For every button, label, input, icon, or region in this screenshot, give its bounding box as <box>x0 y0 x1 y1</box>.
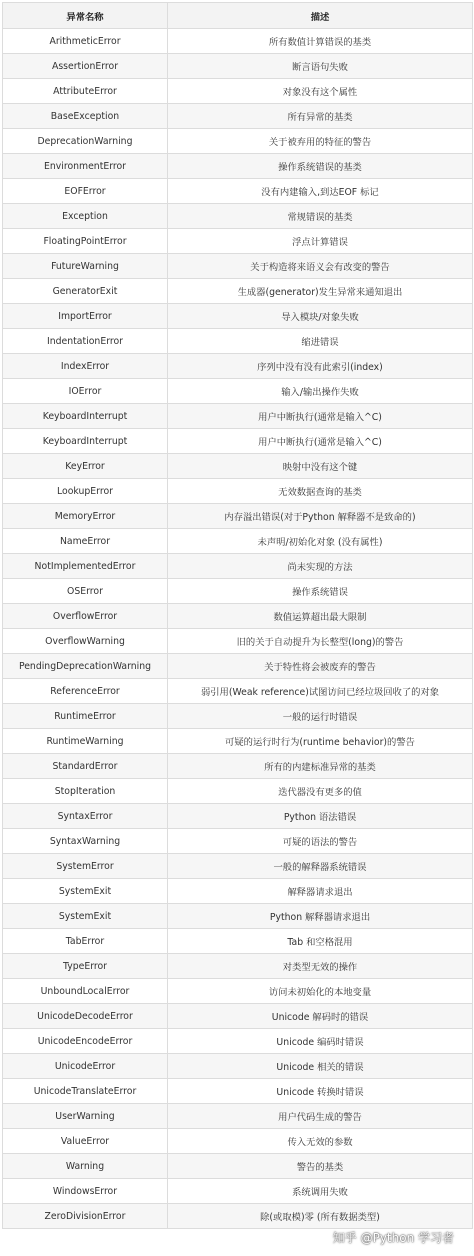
description-cell: 无效数据查询的基类 <box>168 479 473 504</box>
description-cell: 警告的基类 <box>168 1154 473 1179</box>
description-cell: 常规错误的基类 <box>168 204 473 229</box>
table-row <box>3 254 473 279</box>
exception-name-cell: UnicodeEncodeError <box>3 1029 168 1054</box>
exception-name-cell: SyntaxError <box>3 804 168 829</box>
description-cell: 迭代器没有更多的值 <box>168 779 473 804</box>
table-row <box>3 729 473 754</box>
table-row <box>3 754 473 779</box>
table-row <box>3 1129 473 1154</box>
exception-name-cell: UnicodeTranslateError <box>3 1079 168 1104</box>
table-row <box>3 654 473 679</box>
table-row <box>3 379 473 404</box>
exception-name-cell: ZeroDivisionError <box>3 1204 168 1229</box>
table-row <box>3 504 473 529</box>
description-cell: 用户中断执行(通常是输入^C) <box>168 429 473 454</box>
table-row <box>3 54 473 79</box>
exception-name-cell: SyntaxWarning <box>3 829 168 854</box>
table-row <box>3 1154 473 1179</box>
table-row <box>3 329 473 354</box>
description-cell: 对象没有这个属性 <box>168 79 473 104</box>
description-cell: 用户中断执行(通常是输入^C) <box>168 404 473 429</box>
exception-name-cell: PendingDeprecationWarning <box>3 654 168 679</box>
table-row <box>3 554 473 579</box>
watermark: 知乎 @Python 学习者 <box>332 1231 454 1245</box>
table-row <box>3 829 473 854</box>
table-row <box>3 229 473 254</box>
exception-name-cell: NameError <box>3 529 168 554</box>
table-row <box>3 1004 473 1029</box>
header-row <box>3 3 473 29</box>
header-exception-name: 异常名称 <box>3 3 168 29</box>
exception-name-cell: GeneratorExit <box>3 279 168 304</box>
exception-name-cell: LookupError <box>3 479 168 504</box>
exception-name-cell: UserWarning <box>3 1104 168 1129</box>
description-cell: Unicode 解码时的错误 <box>168 1004 473 1029</box>
description-cell: 对类型无效的操作 <box>168 954 473 979</box>
description-cell: 断言语句失败 <box>168 54 473 79</box>
table-row <box>3 1104 473 1129</box>
exception-name-cell: DeprecationWarning <box>3 129 168 154</box>
exception-name-cell: FutureWarning <box>3 254 168 279</box>
table-row <box>3 429 473 454</box>
exception-name-cell: UnboundLocalError <box>3 979 168 1004</box>
description-cell: 除(或取模)零 (所有数据类型) <box>168 1204 473 1229</box>
exception-name-cell: FloatingPointError <box>3 229 168 254</box>
description-cell: 所有数值计算错误的基类 <box>168 29 473 54</box>
table-row <box>3 779 473 804</box>
table-row <box>3 154 473 179</box>
table-row <box>3 879 473 904</box>
table-row <box>3 279 473 304</box>
table-row <box>3 1179 473 1204</box>
table-row <box>3 579 473 604</box>
table-row <box>3 179 473 204</box>
exception-name-cell: EOFError <box>3 179 168 204</box>
table-row <box>3 29 473 54</box>
exception-name-cell: TabError <box>3 929 168 954</box>
description-cell: 一般的运行时错误 <box>168 704 473 729</box>
table-row <box>3 1029 473 1054</box>
table-row <box>3 629 473 654</box>
exception-name-cell: TypeError <box>3 954 168 979</box>
description-cell: 关于被弃用的特征的警告 <box>168 129 473 154</box>
table-row <box>3 129 473 154</box>
header-description: 描述 <box>168 3 473 29</box>
exception-name-cell: ReferenceError <box>3 679 168 704</box>
exception-name-cell: IndentationError <box>3 329 168 354</box>
description-cell: 弱引用(Weak reference)试图访问已经垃圾回收了的对象 <box>168 679 473 704</box>
table-row <box>3 929 473 954</box>
exception-name-cell: OverflowWarning <box>3 629 168 654</box>
description-cell: 一般的解释器系统错误 <box>168 854 473 879</box>
exception-name-cell: RuntimeError <box>3 704 168 729</box>
table-row <box>3 679 473 704</box>
exception-name-cell: AssertionError <box>3 54 168 79</box>
description-cell: 可疑的运行时行为(runtime behavior)的警告 <box>168 729 473 754</box>
description-cell: 数值运算超出最大限制 <box>168 604 473 629</box>
table-row <box>3 604 473 629</box>
exception-name-cell: KeyboardInterrupt <box>3 429 168 454</box>
description-cell: 关于特性将会被废弃的警告 <box>168 654 473 679</box>
exception-name-cell: MemoryError <box>3 504 168 529</box>
exception-name-cell: IOError <box>3 379 168 404</box>
exception-name-cell: ValueError <box>3 1129 168 1154</box>
exception-name-cell: Exception <box>3 204 168 229</box>
description-cell: 生成器(generator)发生异常来通知退出 <box>168 279 473 304</box>
exception-name-cell: OverflowError <box>3 604 168 629</box>
exception-name-cell: UnicodeError <box>3 1054 168 1079</box>
exceptions-table <box>2 2 473 1229</box>
description-cell: 访问未初始化的本地变量 <box>168 979 473 1004</box>
table-row <box>3 804 473 829</box>
table-row <box>3 529 473 554</box>
table-header <box>3 3 473 29</box>
exception-name-cell: ImportError <box>3 304 168 329</box>
exception-name-cell: SystemError <box>3 854 168 879</box>
description-cell: Python 语法错误 <box>168 804 473 829</box>
description-cell: 未声明/初始化对象 (没有属性) <box>168 529 473 554</box>
description-cell: 系统调用失败 <box>168 1179 473 1204</box>
description-cell: Tab 和空格混用 <box>168 929 473 954</box>
exception-name-cell: Warning <box>3 1154 168 1179</box>
description-cell: 旧的关于自动提升为长整型(long)的警告 <box>168 629 473 654</box>
exception-name-cell: ArithmeticError <box>3 29 168 54</box>
exception-name-cell: RuntimeWarning <box>3 729 168 754</box>
description-cell: 用户代码生成的警告 <box>168 1104 473 1129</box>
description-cell: 输入/输出操作失败 <box>168 379 473 404</box>
table-row <box>3 104 473 129</box>
table-row <box>3 1079 473 1104</box>
table-row <box>3 204 473 229</box>
exception-name-cell: AttributeError <box>3 79 168 104</box>
description-cell: 内存溢出错误(对于Python 解释器不是致命的) <box>168 504 473 529</box>
exception-name-cell: NotImplementedError <box>3 554 168 579</box>
table-row <box>3 904 473 929</box>
exception-name-cell: IndexError <box>3 354 168 379</box>
exception-name-cell: WindowsError <box>3 1179 168 1204</box>
description-cell: Unicode 相关的错误 <box>168 1054 473 1079</box>
table-row <box>3 304 473 329</box>
description-cell: 缩进错误 <box>168 329 473 354</box>
description-cell: 传入无效的参数 <box>168 1129 473 1154</box>
description-cell: 映射中没有这个键 <box>168 454 473 479</box>
description-cell: Unicode 编码时错误 <box>168 1029 473 1054</box>
exception-name-cell: OSError <box>3 579 168 604</box>
description-cell: 尚未实现的方法 <box>168 554 473 579</box>
description-cell: 所有异常的基类 <box>168 104 473 129</box>
table-row <box>3 1054 473 1079</box>
exception-name-cell: SystemExit <box>3 904 168 929</box>
exception-name-cell: BaseException <box>3 104 168 129</box>
table-row <box>3 979 473 1004</box>
exception-name-cell: StopIteration <box>3 779 168 804</box>
description-cell: 序列中没有没有此索引(index) <box>168 354 473 379</box>
description-cell: 操作系统错误 <box>168 579 473 604</box>
description-cell: 关于构造将来语义会有改变的警告 <box>168 254 473 279</box>
description-cell: 操作系统错误的基类 <box>168 154 473 179</box>
table-row <box>3 354 473 379</box>
exception-name-cell: StandardError <box>3 754 168 779</box>
table-body <box>3 29 473 1229</box>
exception-name-cell: KeyError <box>3 454 168 479</box>
table-row <box>3 454 473 479</box>
description-cell: 没有内建输入,到达EOF 标记 <box>168 179 473 204</box>
description-cell: 所有的内建标准异常的基类 <box>168 754 473 779</box>
table-row <box>3 854 473 879</box>
description-cell: 解释器请求退出 <box>168 879 473 904</box>
description-cell: Python 解释器请求退出 <box>168 904 473 929</box>
exception-name-cell: UnicodeDecodeError <box>3 1004 168 1029</box>
table-row <box>3 479 473 504</box>
exception-name-cell: EnvironmentError <box>3 154 168 179</box>
description-cell: 浮点计算错误 <box>168 229 473 254</box>
description-cell: 导入模块/对象失败 <box>168 304 473 329</box>
table-row <box>3 1204 473 1229</box>
table-row <box>3 79 473 104</box>
description-cell: 可疑的语法的警告 <box>168 829 473 854</box>
description-cell: Unicode 转换时错误 <box>168 1079 473 1104</box>
exception-name-cell: KeyboardInterrupt <box>3 404 168 429</box>
table-row <box>3 954 473 979</box>
table-row <box>3 404 473 429</box>
exception-name-cell: SystemExit <box>3 879 168 904</box>
table-row <box>3 704 473 729</box>
